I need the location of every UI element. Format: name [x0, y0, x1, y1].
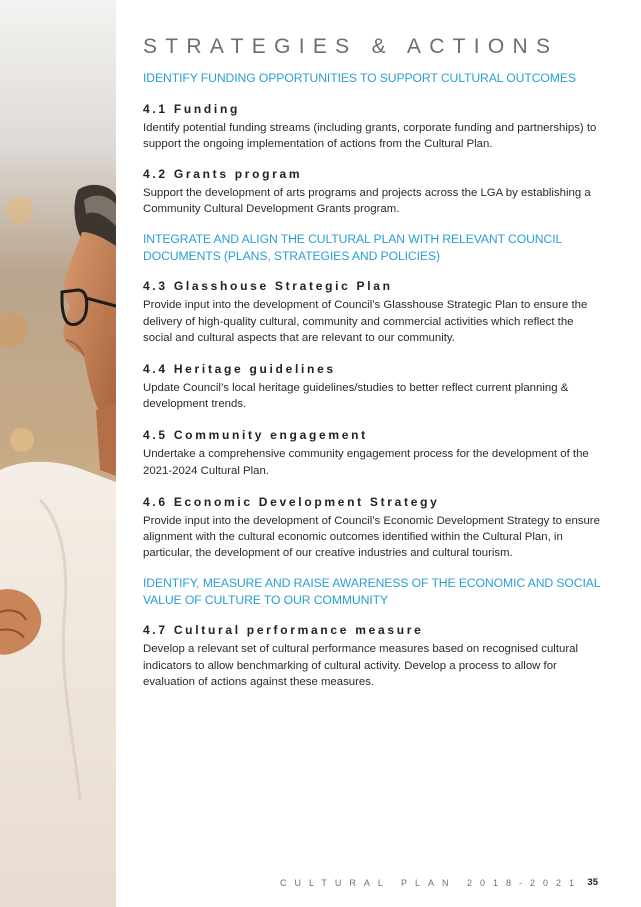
- action-heading: 4.1 Funding: [143, 101, 241, 116]
- action-description: Provide input into the development of Council’s Economic Development Strategy to ensure alignment with the cultural economic outcomes identified within the Cultural Plan, in particular, the development of our creative industries and cultural tourism.: [143, 514, 600, 560]
- page-number: 35: [587, 877, 598, 888]
- group-heading-funding-opportunities: IDENTIFY FUNDING OPPORTUNITIES TO SUPPORT CULTURAL OUTCOMES: [143, 71, 576, 85]
- action-heading: 4.4 Heritage guidelines: [143, 361, 336, 376]
- action-description: Update Council’s local heritage guidelines/studies to better reflect current planning & development trends.: [143, 381, 569, 411]
- action-item-funding: [143, 101, 605, 152]
- action-heading: 4.3 Glasshouse Strategic Plan: [143, 279, 393, 294]
- action-item-community-engagement: [143, 427, 605, 478]
- action-item-economic-development-strategy: [143, 494, 605, 562]
- action-description: Provide input into the development of Council’s Glasshouse Strategic Plan to ensure the delivery of high-quality cultural, community and commercial activities which reflect the social and cultural aspects that are relevant to our community.: [143, 299, 588, 344]
- action-item-heritage-guidelines: [143, 361, 605, 412]
- action-description: Support the development of arts programs and projects across the LGA by establishing a Community Cultural Development Grants program.: [143, 186, 591, 216]
- side-photo: [0, 0, 116, 907]
- action-description: Develop a relevant set of cultural performance measures based on recognised cultural indicators to allow benchmarking of cultural activity. Develop a process to allow for evaluation of actions against these measures.: [143, 643, 578, 688]
- action-description: Undertake a comprehensive community engagement process for the development of the 2021-2024 Cultural Plan.: [143, 448, 589, 477]
- action-heading: 4.5 Community engagement: [143, 428, 368, 443]
- action-heading: 4.2 Grants program: [143, 166, 303, 181]
- strategy-list: [143, 70, 605, 690]
- footer-document-title: CULTURAL PLAN 2018-2021: [280, 878, 583, 888]
- action-item-grants-program: [143, 166, 605, 217]
- action-item-glasshouse-strategic-plan: [143, 278, 605, 346]
- action-description: Identify potential funding streams (including grants, corporate funding and partnerships) to support the ongoing implementation of actions from the Cultural Plan.: [143, 121, 597, 150]
- action-heading: 4.7 Cultural performance measure: [143, 623, 424, 638]
- group-heading-integrate-align: INTEGRATE AND ALIGN THE CULTURAL PLAN WITH RELEVANT COUNCIL DOCUMENTS (PLANS, STRATEGIES AND POLICIES): [143, 232, 562, 263]
- page-title: STRATEGIES & ACTIONS: [143, 35, 559, 58]
- action-heading: 4.6 Economic Development Strategy: [143, 494, 440, 509]
- page-footer: [280, 878, 600, 892]
- group-heading-measure-value: IDENTIFY, MEASURE AND RAISE AWARENESS OF THE ECONOMIC AND SOCIAL VALUE OF CULTURE TO OUR COMMUNITY: [143, 576, 601, 607]
- action-item-cultural-performance-measure: [143, 622, 605, 690]
